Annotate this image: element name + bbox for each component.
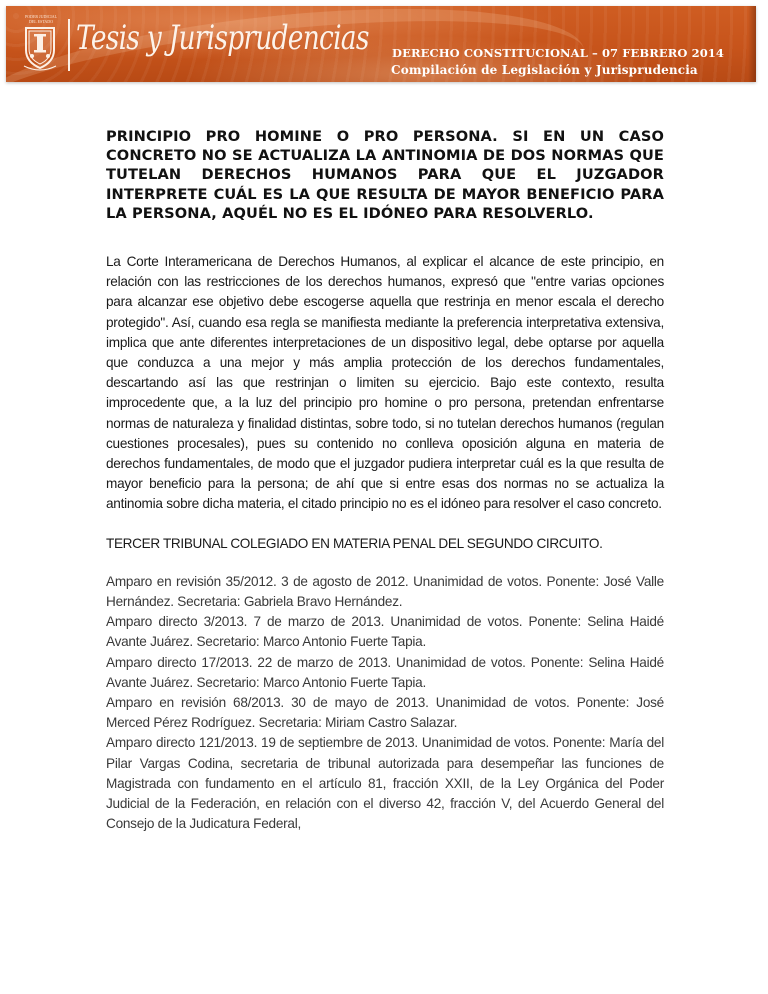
- header-banner: [6, 6, 756, 82]
- court-name: TERCER TRIBUNAL COLEGIADO EN MATERIA PENAL DEL SEGUNDO CIRCUITO.: [106, 535, 603, 551]
- precedent-item: Amparo directo 17/2013. 22 de marzo de 2013. Unanimidad de votos. Ponente: Selina Haidé Avante Juárez. Secretario: Marco Antonio Fuerte Tapia.: [106, 654, 664, 690]
- thesis-body: La Corte Interamericana de Derechos Humanos, al explicar el alcance de este principio, en relación con las restricciones de los derechos humanos, expresó que "entre varias opciones para alcanzar ese objetivo debe escogerse aquella que restrinja en menor escala el derecho protegido". Así, cuando esa regla se manifiesta mediante la preferencia interpretativa extensiva, implica que ante diferentes interpretaciones de un dispositivo legal, debe optarse por aquella que conduzca a una mejor y más amplia protección de los derechos fundamentales, descartando así las que restrinjan o limiten su ejercicio. Bajo este contexto, resulta improcedente que, a la luz del principio pro homine o pro persona, pretendan enfrentarse normas de naturaleza y finalidad distintas, sobre todo, si no tutelan derechos humanos (regulan cuestiones procesales), pues su contenido no conlleva oposición alguna en materia de derechos fundamentales, de modo que el juzgador pudiera interpretar cuál es la que resulta de mayor beneficio para la persona; de ahí que si entre esas dos normas no se actualiza la antinomia sobre dicha materia, el citado principio no es el idóneo para resolver el caso concreto.: [106, 254, 664, 512]
- precedent-item: Amparo directo 121/2013. 19 de septiembre de 2013. Unanimidad de votos. Ponente: María del Pilar Vargas Codina, secretaria de tribunal autorizada para desempeñar las funciones de Magistrada con fundamento en el artículo 81, fracción XXII, de la Ley Orgánica del Poder Judicial de la Federación, en relación con el diverso 42, fracción V, del Acuerdo General del Consejo de la Judicatura Federal,: [106, 735, 664, 832]
- compilation-subtitle: Compilación de Legislación y Jurisprudencia: [391, 63, 698, 77]
- judicial-crest-icon: [20, 16, 60, 72]
- document-content: [106, 127, 664, 835]
- crest-caption: PODER JUDICIAL DEL ESTADO: [24, 14, 58, 24]
- precedent-item: Amparo directo 3/2013. 7 de marzo de 2013. Unanimidad de votos. Ponente: Selina Haidé Avante Juárez. Secretario: Marco Antonio Fuerte Tapia.: [106, 614, 664, 650]
- subject-date-line: DERECHO CONSTITUCIONAL – 07 FEBRERO 2014: [392, 46, 725, 60]
- banner-divider: [68, 19, 70, 71]
- brand-title: Tesis y Jurisprudencias: [76, 18, 369, 58]
- thesis-title: PRINCIPIO PRO HOMINE O PRO PERSONA. SI EN UN CASO CONCRETO NO SE ACTUALIZA LA ANTINOMIA DE DOS NORMAS QUE TUTELAN DERECHOS HUMANOS PARA QUE EL JUZGADOR INTERPRETE CUÁL ES LA QUE RESULTA DE MAYOR BENEFICIO PARA LA PERSONA, AQUÉL NO ES EL IDÓNEO PARA RESOLVERLO.: [106, 128, 664, 222]
- precedents-list: [106, 572, 664, 835]
- precedent-item: Amparo en revisión 35/2012. 3 de agosto de 2012. Unanimidad de votos. Ponente: José Valle Hernández. Secretaria: Gabriela Bravo Hernández.: [106, 573, 664, 610]
- precedent-item: Amparo en revisión 68/2013. 30 de mayo de 2013. Unanimidad de votos. Ponente: José Merced Pérez Rodríguez. Secretaria: Miriam Castro Salazar.: [106, 695, 664, 731]
